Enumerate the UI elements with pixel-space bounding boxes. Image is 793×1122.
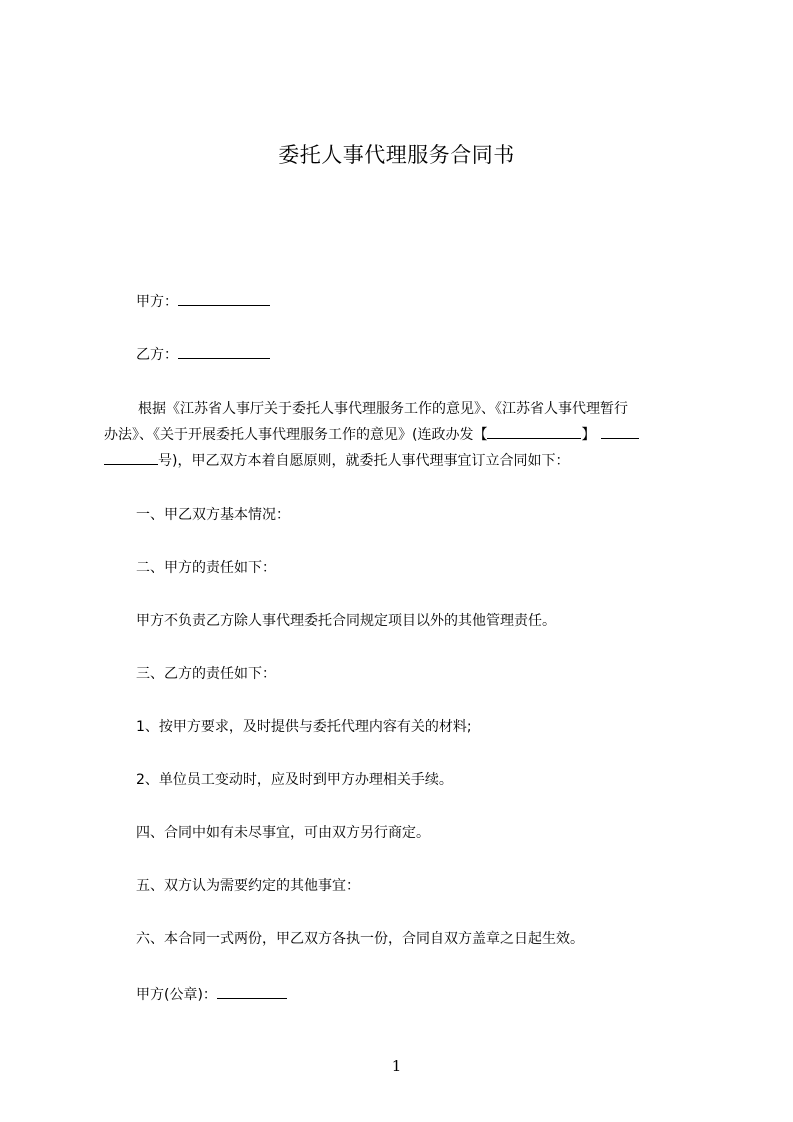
section-3-item-2: 2、单位员工变动时，应及时到甲方办理相关手续。 xyxy=(136,772,453,788)
party-a-label: 甲方： xyxy=(136,294,178,310)
section-2-body: 甲方不负责乙方除人事代理委托合同规定项目以外的其他管理责任。 xyxy=(136,613,556,629)
party-b-blank xyxy=(178,344,270,359)
party-b-label: 乙方： xyxy=(136,347,178,363)
signature-a-blank xyxy=(217,984,287,999)
document-title: 委托人事代理服务合同书 xyxy=(278,143,515,167)
preamble-paragraph xyxy=(104,396,704,474)
preamble-bracket-close: 】 xyxy=(581,427,596,443)
preamble-line-2 xyxy=(104,422,704,448)
party-b-line xyxy=(136,344,270,365)
party-a-line xyxy=(136,291,270,312)
preamble-line-1: 根据《江苏省人事厅关于委托人事代理服务工作的意见》、《江苏省人事代理暂行 xyxy=(138,401,628,417)
section-2-heading: 二、甲方的责任如下： xyxy=(136,560,276,576)
doc-number-blank xyxy=(487,424,581,439)
preamble-line-2-text: 办法》、《关于开展委托人事代理服务工作的意见》(连政办发【 xyxy=(104,427,488,443)
section-5-heading: 五、双方认为需要约定的其他事宜： xyxy=(136,878,360,894)
signature-a-label: 甲方(公章)： xyxy=(136,987,217,1003)
page-number: 1 xyxy=(391,1057,402,1075)
signature-a-line xyxy=(136,984,287,1005)
section-3-item-1: 1、按甲方要求，及时提供与委托代理内容有关的材料; xyxy=(136,719,472,735)
section-1-heading: 一、甲乙双方基本情况： xyxy=(136,507,290,523)
party-a-blank xyxy=(178,291,270,306)
preamble-line-3 xyxy=(104,448,704,474)
doc-number-blank-2 xyxy=(601,424,639,439)
section-4-heading: 四、合同中如有未尽事宜，可由双方另行商定。 xyxy=(136,825,430,841)
doc-number-blank-3 xyxy=(104,450,158,465)
section-6-heading: 六、本合同一式两份，甲乙双方各执一份，合同自双方盖章之日起生效。 xyxy=(136,931,584,947)
section-3-heading: 三、乙方的责任如下： xyxy=(136,666,276,682)
preamble-line-3-text: 号)，甲乙双方本着自愿原则，就委托人事代理事宜订立合同如下： xyxy=(158,453,570,469)
